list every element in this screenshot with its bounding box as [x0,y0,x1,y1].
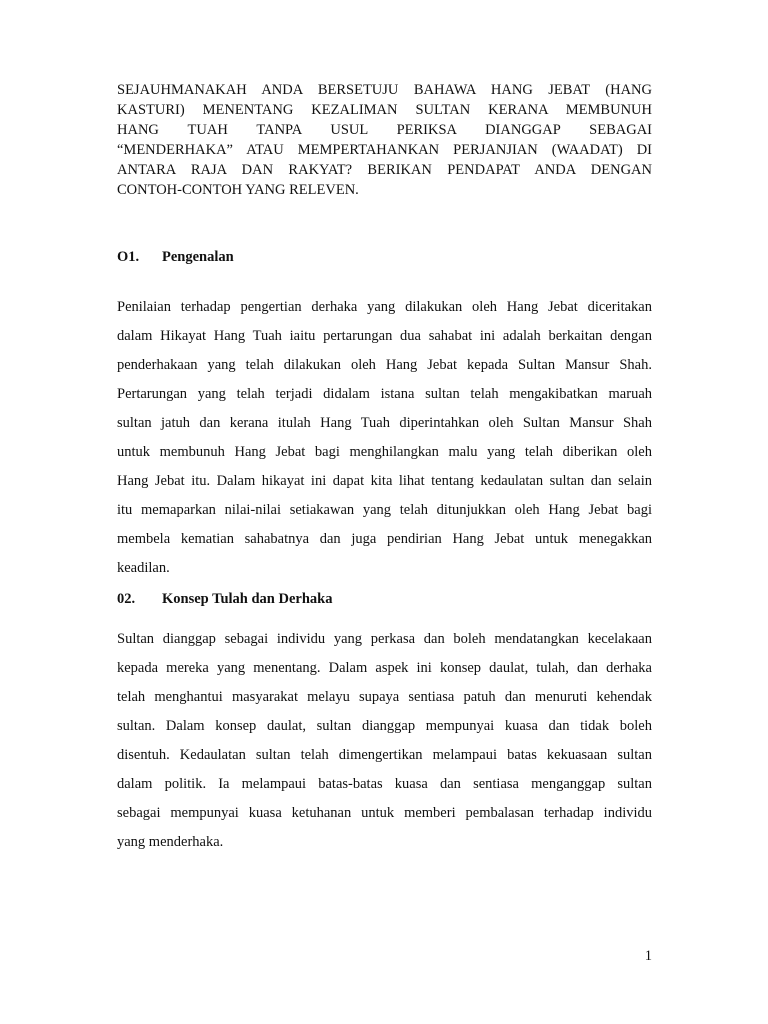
page-number: 1 [644,948,652,964]
paragraph-line: penderhakaan yang telah dilakukan oleh Hang Jebat kepada Sultan Mansur Shah. [117,357,652,373]
section-1-paragraph [117,293,652,583]
paragraph-line: sebagai mempunyai kuasa ketuhanan untuk memberi pembalasan terhadap individu [117,805,652,821]
paragraph-line: yang menderhaka. [117,834,224,850]
paragraph-line: Penilaian terhadap pengertian derhaka yang dilakukan oleh Hang Jebat diceritakan [117,299,652,315]
paragraph-line: dalam Hikayat Hang Tuah iaitu pertarungan dua sahabat ini adalah berkaitan dengan [117,328,652,344]
paragraph-line: untuk membunuh Hang Jebat bagi menghilangkan malu yang telah diberikan oleh [117,444,652,460]
paragraph-line: itu memaparkan nilai-nilai setiakawan yang telah ditunjukkan oleh Hang Jebat bagi [117,502,652,518]
section-1-heading [117,249,234,266]
paragraph-line: Pertarungan yang telah terjadi didalam istana sultan telah mengakibatkan maruah [117,386,652,402]
paragraph-line: Hang Jebat itu. Dalam hikayat ini dapat kita lihat tentang kedaulatan sultan dan selain [117,473,652,489]
paragraph-line: kepada mereka yang menentang. Dalam aspek ini konsep daulat, tulah, dan derhaka [117,660,652,676]
title-line: ANTARA RAJA DAN RAKYAT? BERIKAN PENDAPAT ANDA DENGAN [117,162,652,178]
paragraph-line: sultan jatuh dan kerana itulah Hang Tuah diperintahkan oleh Sultan Mansur Shah [117,415,652,431]
paragraph-line: sultan. Dalam konsep daulat, sultan dianggap mempunyai kuasa dan tidak boleh [117,718,652,734]
title-line: SEJAUHMANAKAH ANDA BERSETUJU BAHAWA HANG JEBAT (HANG [117,82,652,98]
title-line: CONTOH-CONTOH YANG RELEVEN. [117,182,359,198]
section-1-heading-text: Pengenalan [162,249,234,265]
paragraph-line: Sultan dianggap sebagai individu yang perkasa dan boleh mendatangkan kecelakaan [117,631,652,647]
section-2-number: 02. [117,591,136,607]
paragraph-line: disentuh. Kedaulatan sultan telah dimengertikan melampaui batas kekuasaan sultan [117,747,652,763]
section-2-heading [117,591,332,608]
essay-question-title [117,80,652,200]
section-2-paragraph [117,625,652,857]
title-line: KASTURI) MENENTANG KEZALIMAN SULTAN KERANA MEMBUNUH [117,102,652,118]
section-2-heading-text: Konsep Tulah dan Derhaka [162,591,333,607]
paragraph-line: membela kematian sahabatnya dan juga pendirian Hang Jebat untuk menegakkan [117,531,652,547]
paragraph-line: keadilan. [117,560,170,576]
paragraph-line: dalam politik. Ia melampaui batas-batas kuasa dan sentiasa menganggap sultan [117,776,652,792]
section-1-number: O1. [117,249,140,265]
paragraph-line: telah menghantui masyarakat melayu supaya sentiasa patuh dan menuruti kehendak [117,689,652,705]
title-line: “MENDERHAKA” ATAU MEMPERTAHANKAN PERJANJIAN (WAADAT) DI [117,142,652,158]
title-line: HANG TUAH TANPA USUL PERIKSA DIANGGAP SEBAGAI [117,122,652,138]
